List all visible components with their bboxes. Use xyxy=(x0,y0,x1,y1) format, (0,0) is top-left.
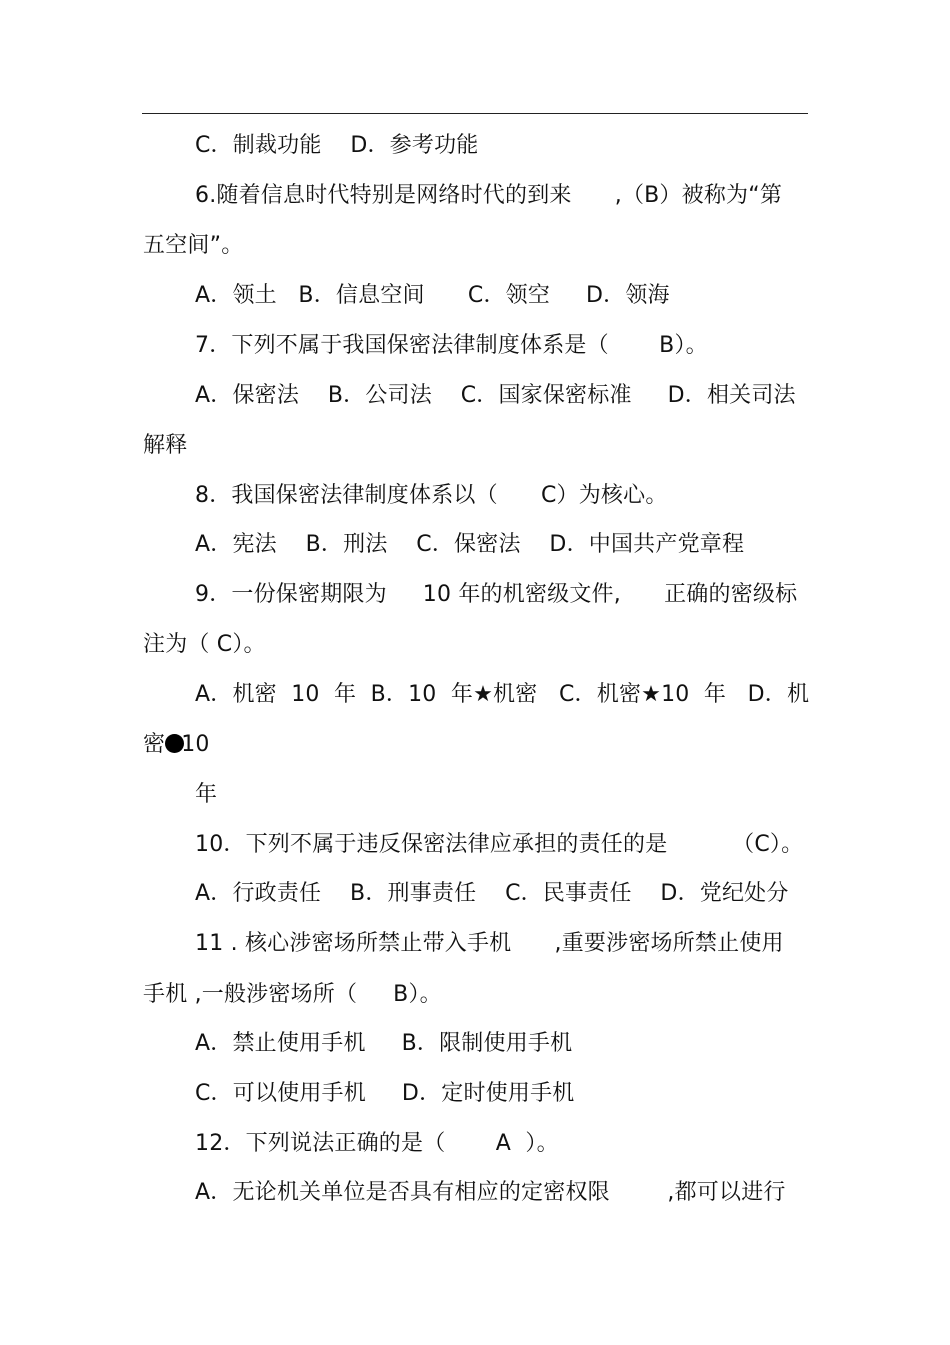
q5-options-cd: C．制裁功能 D．参考功能 xyxy=(195,133,479,158)
q7-question: 7．下列不属于我国保密法律制度体系是（ B）。 xyxy=(195,333,708,358)
q8-question: 8．我国保密法律制度体系以（ C）为核心。 xyxy=(195,483,668,508)
q11-options-ab: A．禁止使用手机 B．限制使用手机 xyxy=(195,1031,573,1056)
q6-question: 6.随着信息时代特别是网络时代的到来 ,（B）被称为“第 xyxy=(195,183,783,208)
q7-options: A．保密法 B．公司法 C．国家保密标准 D．相关司法 xyxy=(195,383,796,408)
q8-options: A．宪法 B．刑法 C．保密法 D．中国共产党章程 xyxy=(195,532,745,557)
q6-question-cont: 五空间”。 xyxy=(143,233,244,258)
q12-option-a: A．无论机关单位是否具有相应的定密权限 ,都可以进行 xyxy=(195,1180,786,1205)
q9-options-cont-2: 年 xyxy=(195,782,218,807)
q10-question: 10．下列不属于违反保密法律应承担的责任的是 （C）。 xyxy=(195,832,804,857)
header-rule xyxy=(142,113,808,114)
q10-options: A．行政责任 B．刑事责任 C．民事责任 D．党纪处分 xyxy=(195,881,789,906)
q9-question: 9．一份保密期限为 10 年的机密级文件, 正确的密级标 xyxy=(195,582,798,607)
q9-question-cont: 注为（ C）。 xyxy=(143,632,266,657)
q11-question-cont: 手机 ,一般涉密场所（ B）。 xyxy=(143,982,442,1007)
q9-options: A．机密 10 年 B．10 年★机密 C．机密★10 年 D．机 xyxy=(195,682,810,707)
q11-options-cd: C．可以使用手机 D．定时使用手机 xyxy=(195,1081,575,1106)
q9-options-cont-text: 密 xyxy=(143,732,166,757)
q6-options: A．领土 B．信息空间 C．领空 D．领海 xyxy=(195,283,670,308)
q9-options-cont-number: 10 xyxy=(181,732,210,757)
q11-question: 11 . 核心涉密场所禁止带入手机 ,重要涉密场所禁止使用 xyxy=(195,931,784,956)
q12-question: 12．下列说法正确的是（ A ）。 xyxy=(195,1131,559,1156)
q7-options-cont: 解释 xyxy=(143,433,188,458)
q9-options-cont xyxy=(143,730,210,760)
